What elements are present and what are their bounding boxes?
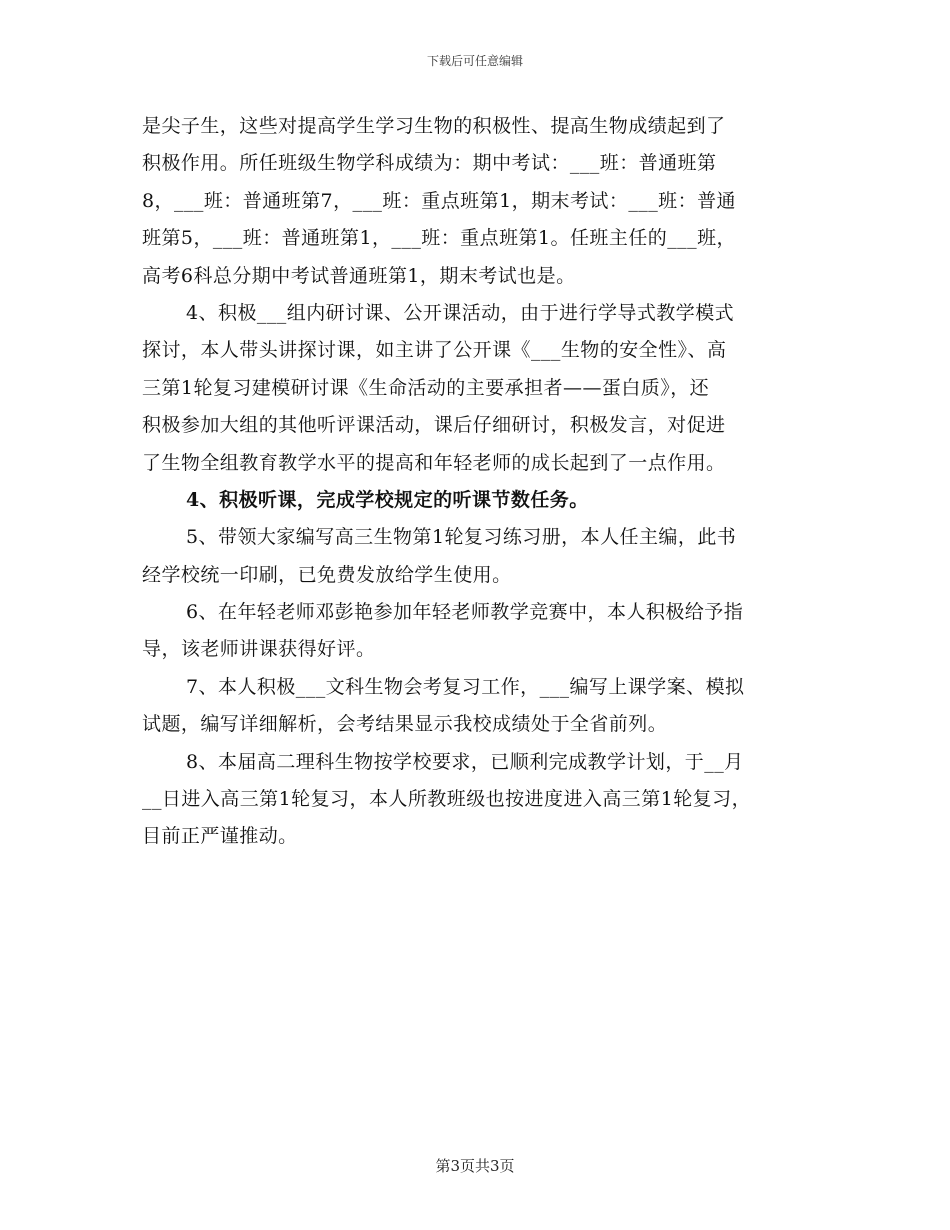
page-header: 下载后可任意编辑 bbox=[426, 54, 523, 68]
body-line: 三第1轮复习建模研讨课《生命活动的主要承担者——蛋白质》，还 bbox=[142, 376, 710, 399]
document-body bbox=[142, 108, 822, 856]
body-line: 积极作用。所任班级生物学科成绩为：期中考试：___班：普通班第 bbox=[142, 152, 717, 175]
body-line: 7、本人积极___文科生物会考复习工作，___编写上课学案、模拟 bbox=[186, 675, 745, 698]
body-line: 4、积极___组内研讨课、公开课活动，由于进行学导式教学模式 bbox=[186, 301, 735, 324]
body-line: 了生物全组教育教学水平的提高和年轻老师的成长起到了一点作用。 bbox=[142, 451, 726, 474]
body-line: 目前正严谨推动。 bbox=[142, 825, 298, 848]
body-line: 试题，编写详细解析，会考结果显示我校成绩处于全省前列。 bbox=[142, 713, 668, 736]
page-footer: 第3页共3页 bbox=[435, 1157, 515, 1175]
body-line: 8、本届高二理科生物按学校要求，已顺利完成教学计划，于__月 bbox=[186, 750, 744, 773]
body-line: 积极参加大组的其他听评课活动，课后仔细研讨，积极发言，对促进 bbox=[142, 414, 726, 437]
body-line: __日进入高三第1轮复习，本人所教班级也按进度进入高三第1轮复习， bbox=[142, 788, 752, 811]
body-line: 班第5，___班：普通班第1，___班：重点班第1。任班主任的___班， bbox=[142, 227, 736, 250]
body-line: 经学校统一印刷，已免费发放给学生使用。 bbox=[142, 563, 512, 586]
bold-heading-line: 4、积极听课，完成学校规定的听课节数任务。 bbox=[186, 488, 589, 511]
body-line: 6、在年轻老师邓彭艳参加年轻老师教学竞赛中，本人积极给予指 bbox=[186, 601, 744, 624]
body-line: 8，___班：普通班第7，___班：重点班第1，期末考试：___班：普通 bbox=[142, 189, 736, 212]
body-line: 探讨，本人带头讲探讨课，如主讲了公开课《___生物的安全性》、高 bbox=[142, 339, 727, 362]
body-line: 高考6科总分期中考试普通班第1，期末考试也是。 bbox=[142, 264, 576, 287]
body-line: 是尖子生，这些对提高学生学习生物的积极性、提高生物成绩起到了 bbox=[142, 115, 726, 137]
body-line: 导，该老师讲课获得好评。 bbox=[142, 638, 376, 661]
body-line: 5、带领大家编写高三生物第1轮复习练习册，本人任主编，此书 bbox=[186, 526, 737, 549]
